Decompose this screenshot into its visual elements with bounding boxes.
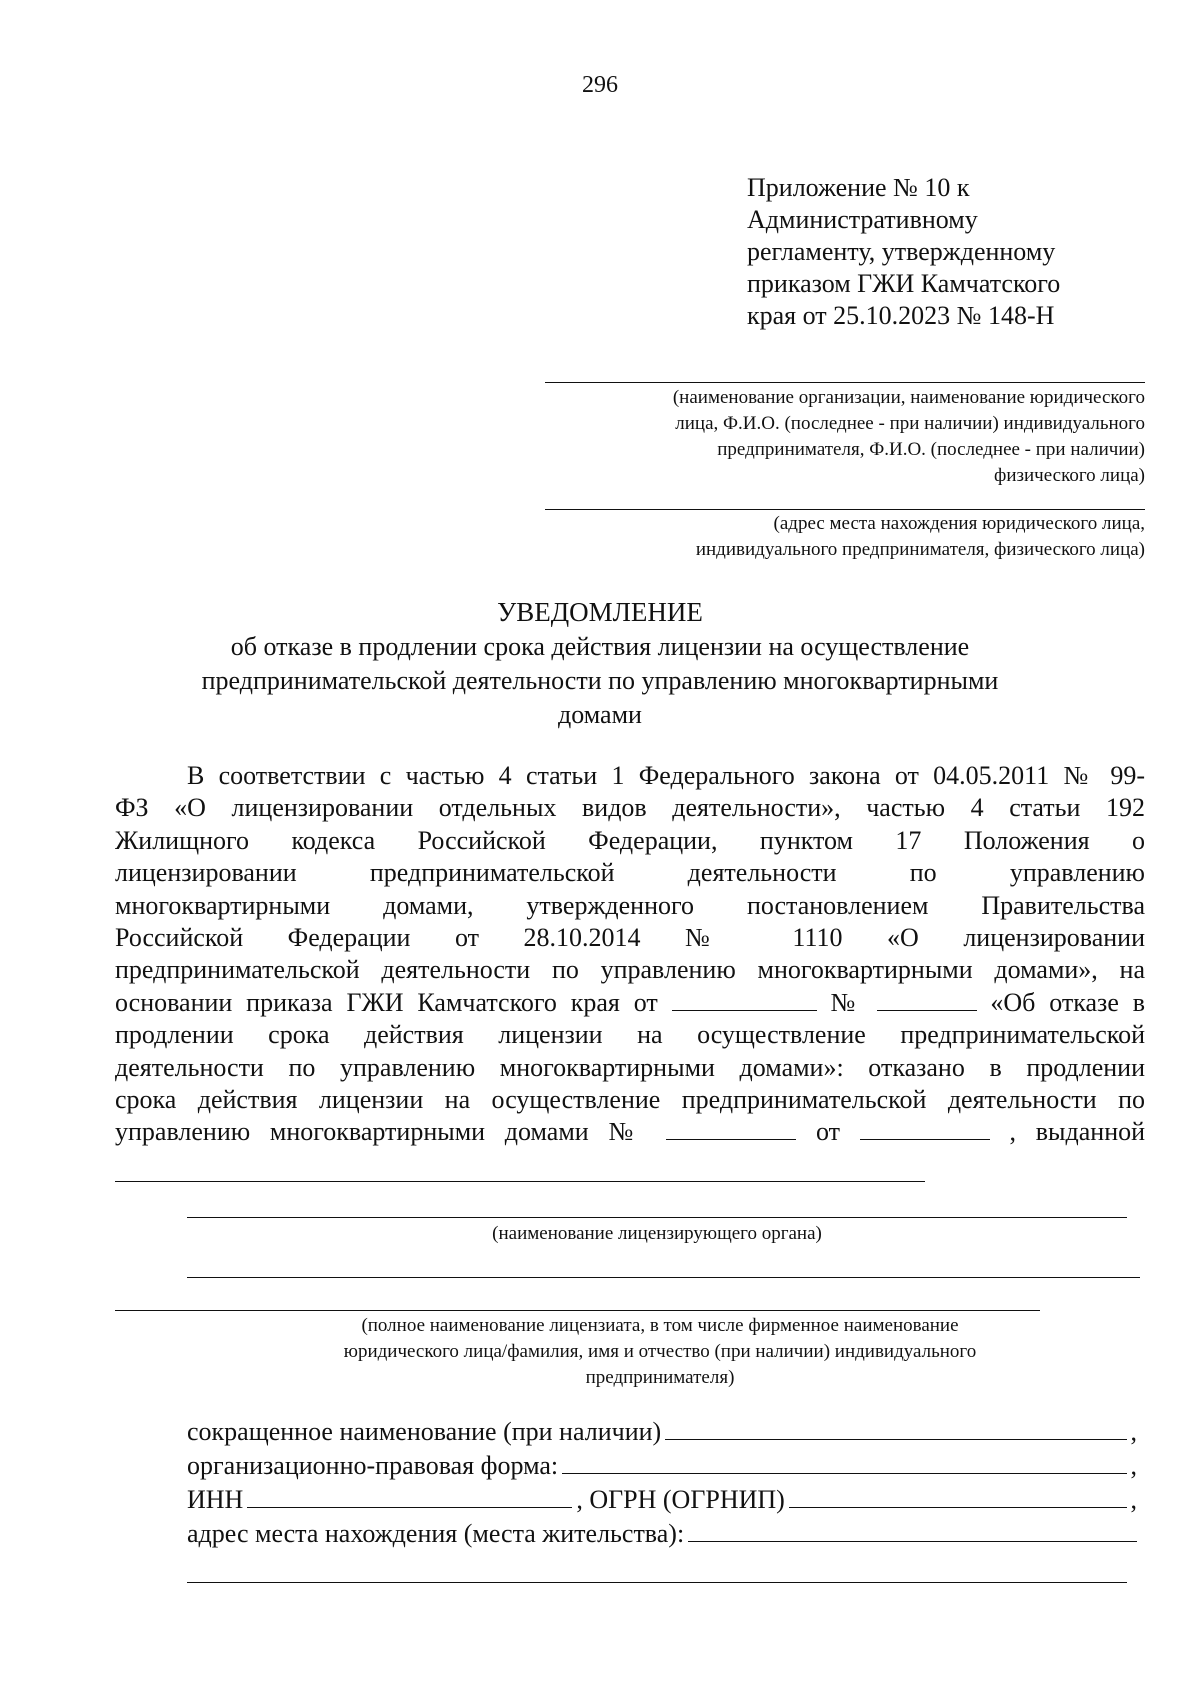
body-line: продлении срока действия лицензии на осуществление предпринимательской — [115, 1020, 1145, 1050]
ogrn-field[interactable] — [789, 1483, 1127, 1508]
body-line: Российской Федерации от 28.10.2014 № 1110 «О лицензировании — [115, 923, 1145, 953]
short-name-field[interactable] — [665, 1415, 1126, 1440]
address-field-continuation[interactable] — [187, 1582, 1127, 1583]
body-line: основании приказа ГЖИ Камчатского края от № «Об отказе в — [115, 987, 1145, 1017]
licensing-body-caption: (наименование лицензирующего органа) — [492, 1223, 822, 1244]
legal-form-row: организационно-правовая форма: , — [187, 1451, 1137, 1480]
license-number-blank[interactable] — [666, 1117, 796, 1140]
body-paragraph — [115, 760, 1145, 1149]
body-line: лицензировании предпринимательской деятельности по управлению — [115, 858, 1145, 888]
order-date-blank[interactable] — [672, 988, 817, 1011]
recipient-name-blank[interactable] — [545, 382, 1145, 383]
address-field[interactable] — [688, 1517, 1137, 1542]
licensee-name-blank[interactable] — [115, 1310, 1040, 1311]
appendix-line: края от 25.10.2023 № 148-Н — [747, 301, 1055, 330]
page-number: 296 — [582, 72, 618, 98]
recipient-name-caption: (наименование организации, наименование юридического лица, Ф.И.О. (последнее - при наличии) индивидуального предпринимателя, Ф.И.О. (последнее - при наличии) физического лица) — [672, 387, 1145, 486]
inn-ogrn-row: ИНН , ОГРН (ОГРНИП) , — [187, 1485, 1137, 1514]
appendix-reference — [747, 172, 1060, 332]
appendix-line: регламенту, утвержденному — [747, 237, 1056, 266]
short-name-row: сокращенное наименование (при наличии) , — [187, 1417, 1137, 1446]
licensee-fields — [187, 1415, 1137, 1551]
address-row: адрес места нахождения (места жительства): — [187, 1517, 1137, 1551]
inn-field[interactable] — [247, 1483, 572, 1508]
document-title: УВЕДОМЛЕНИЕ — [497, 597, 703, 627]
licensee-caption: (полное наименование лицензиата, в том числе фирменное наименование юридического лица/фамилия, имя и отчество (при наличии) индивидуального предпринимателя) — [343, 1315, 977, 1388]
body-line: В соответствии с частью 4 статьи 1 Федерального закона от 04.05.2011 № 99- — [187, 761, 1145, 790]
licensing-body-blank-2[interactable] — [187, 1277, 1140, 1278]
body-line: деятельности по управлению многоквартирными домами»: отказано в продлении — [115, 1052, 1145, 1082]
order-number-blank[interactable] — [877, 988, 977, 1011]
body-line: управлению многоквартирными домами № от , выданной — [115, 1117, 1146, 1147]
issued-by-blank[interactable] — [115, 1181, 925, 1182]
body-line: срока действия лицензии на осуществление предпринимательской деятельности по — [115, 1085, 1145, 1115]
body-line: многоквартирными домами, утвержденного постановлением Правительства — [115, 890, 1145, 920]
recipient-address-blank[interactable] — [545, 509, 1145, 510]
appendix-line: Приложение № 10 к — [747, 173, 970, 202]
licensing-body-blank[interactable] — [187, 1217, 1127, 1218]
appendix-line: приказом ГЖИ Камчатского — [747, 269, 1061, 298]
legal-form-field[interactable] — [562, 1449, 1126, 1474]
body-line: предпринимательской деятельности по управлению многоквартирными домами», на — [115, 955, 1145, 985]
recipient-address-caption: (адрес места нахождения юридического лица, индивидуального предпринимателя, физического лица) — [695, 513, 1145, 560]
body-line: ФЗ «О лицензировании отдельных видов деятельности», частью 4 статьи 192 — [115, 793, 1145, 823]
body-line: Жилищного кодекса Российской Федерации, пунктом 17 Положения о — [115, 825, 1145, 855]
license-date-blank[interactable] — [860, 1117, 990, 1140]
appendix-line: Административному — [747, 205, 978, 234]
document-subtitle: об отказе в продлении срока действия лицензии на осуществление предпринимательской деятельности по управлению многоквартирными домами — [201, 632, 999, 729]
